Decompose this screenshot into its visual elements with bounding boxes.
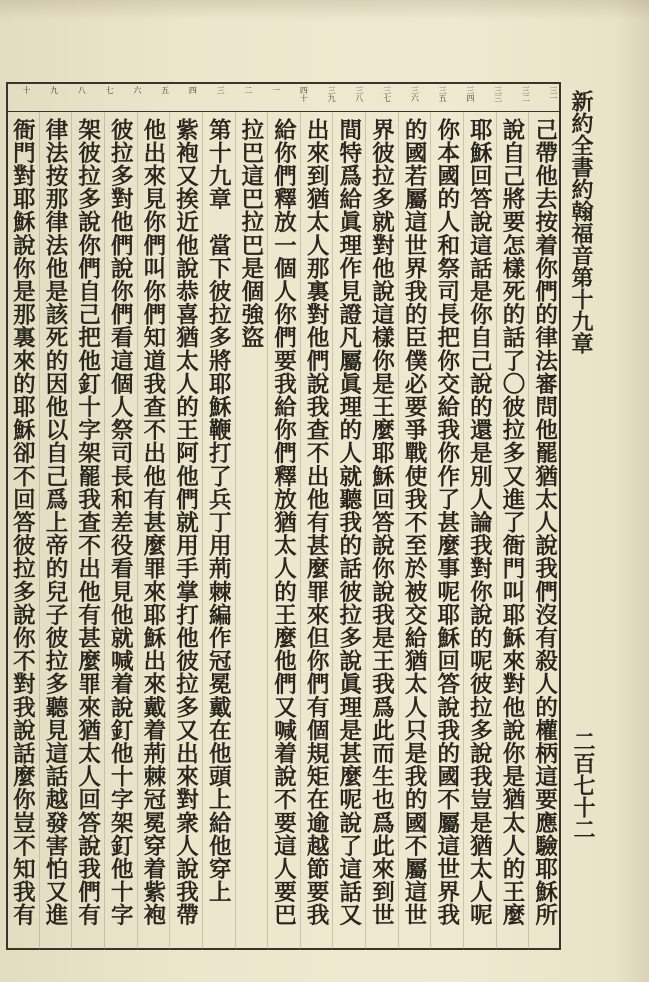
verse-marker: 七: [105, 86, 115, 94]
verse-marker: 三一: [549, 86, 559, 102]
text-column: 耶穌回答說這話是你自己說的還是別人論我對你說的呢彼拉多說我豈是猶太人呢: [466, 118, 493, 927]
column-rule: [332, 112, 333, 950]
text-column: 界彼拉多就對他說這樣你是王麼耶穌回答說你說我是王我爲此而生也爲此來到世: [368, 118, 395, 927]
column-rule: [169, 112, 170, 950]
chapter-title: 第十九章: [568, 266, 594, 354]
verse-marker: 十: [21, 86, 31, 94]
text-column: 律法按那律法他是該死的因他以自己爲上帝的兒子彼拉多聽見這話越發害怕又進: [41, 118, 68, 927]
column-rule: [528, 112, 529, 950]
text-column: 間特爲給眞理作見證凡屬眞理的人就聽我的話彼拉多說眞理是甚麼呢說了這話又: [335, 118, 362, 927]
verse-marker: 三八: [354, 86, 364, 102]
column-rule: [430, 112, 431, 950]
column-rule: [300, 112, 301, 950]
verse-marker: 一: [271, 86, 281, 94]
verse-marker: 八: [77, 86, 87, 94]
verse-marker: 四: [188, 86, 198, 94]
column-rule: [137, 112, 138, 950]
verse-marker: 三三: [493, 86, 503, 102]
verse-marker: 三: [216, 86, 226, 94]
column-rule: [235, 112, 236, 950]
verse-marker: 三六: [410, 86, 420, 102]
text-column: 的國若屬這世界我的臣僕必要爭戰使我不至於被交給猶太人只是我的國不屬這世: [401, 118, 428, 927]
verse-marker: 五: [160, 86, 170, 94]
verse-marker: 二: [243, 86, 253, 94]
page-edge-shadow: [615, 0, 649, 982]
text-column: 紫袍又挨近他說恭喜猶太人的王阿他們就用手掌打他彼拉多又出來對衆人說我帶: [172, 118, 199, 927]
text-column: 拉巴這巴拉巴是個強盜: [237, 118, 264, 349]
book-title: 新約全書: [568, 90, 594, 178]
text-column: 給你們釋放一個人你們要我給你們釋放猶太人的王麼他們又喊着說不要這人要巴: [270, 118, 297, 927]
text-body: [6, 112, 561, 950]
column-rule: [398, 112, 399, 950]
text-column: 架彼拉多說你們自己把他釘十字架罷我查不出他有甚麼罪來猶太人回答說我們有: [74, 118, 101, 927]
column-rule: [463, 112, 464, 950]
text-column: 己帶他去按着你們的律法審問他罷猶太人說我們沒有殺人的權柄這要應驗耶穌所: [531, 118, 558, 927]
column-rule: [71, 112, 72, 950]
column-rule: [496, 112, 497, 950]
column-rule: [365, 112, 366, 950]
page-number: 二百七十二: [570, 730, 596, 840]
text-column: 說自己將要怎樣死的話了〇彼拉多又進了衙門叫耶穌來對他說你是猶太人的王麼: [499, 118, 526, 927]
column-rule: [39, 112, 40, 950]
column-rule: [267, 112, 268, 950]
verse-marker: 六: [132, 86, 142, 94]
text-column: 你本國的人和祭司長把你交給我你作了甚麼事呢耶穌回答說我的國不屬這世界我: [433, 118, 460, 927]
text-column: 衙門對耶穌說你是那裏來的耶穌卻不回答彼拉多說你不對我說話麼你豈不知我有: [9, 118, 36, 927]
column-rule: [202, 112, 203, 950]
page-top-shadow: [0, 0, 649, 20]
column-rule: [104, 112, 105, 950]
gospel-title: 約翰福音: [568, 178, 594, 266]
verse-marker: 三四: [465, 86, 475, 102]
verse-marker: 三二: [521, 86, 531, 102]
verse-marker: 三九: [327, 86, 337, 102]
verse-marker: 三五: [438, 86, 448, 102]
verse-marker: 四十: [299, 86, 309, 102]
text-column: 出來到猶太人那裏對他們說我查不出他有甚麼罪來但你們有個規矩在逾越節要我: [303, 118, 330, 927]
verse-marker: 九: [49, 86, 59, 94]
text-column: 第十九章 當下彼拉多將耶穌鞭打了兵丁用荊棘編作冠冕戴在他頭上給他穿上: [205, 118, 232, 904]
verse-marker: 三七: [382, 86, 392, 102]
text-column: 彼拉多對他們說你們看這個人祭司長和差役看見他就喊着說釘他十字架釘他十字: [107, 118, 134, 927]
text-column: 他出來見你們叫你們知道我查不出他有甚麼罪來耶穌出來戴着荊棘冠冕穿着紫袍: [139, 118, 166, 927]
verse-number-strip: [6, 82, 561, 112]
running-head: [566, 90, 596, 610]
